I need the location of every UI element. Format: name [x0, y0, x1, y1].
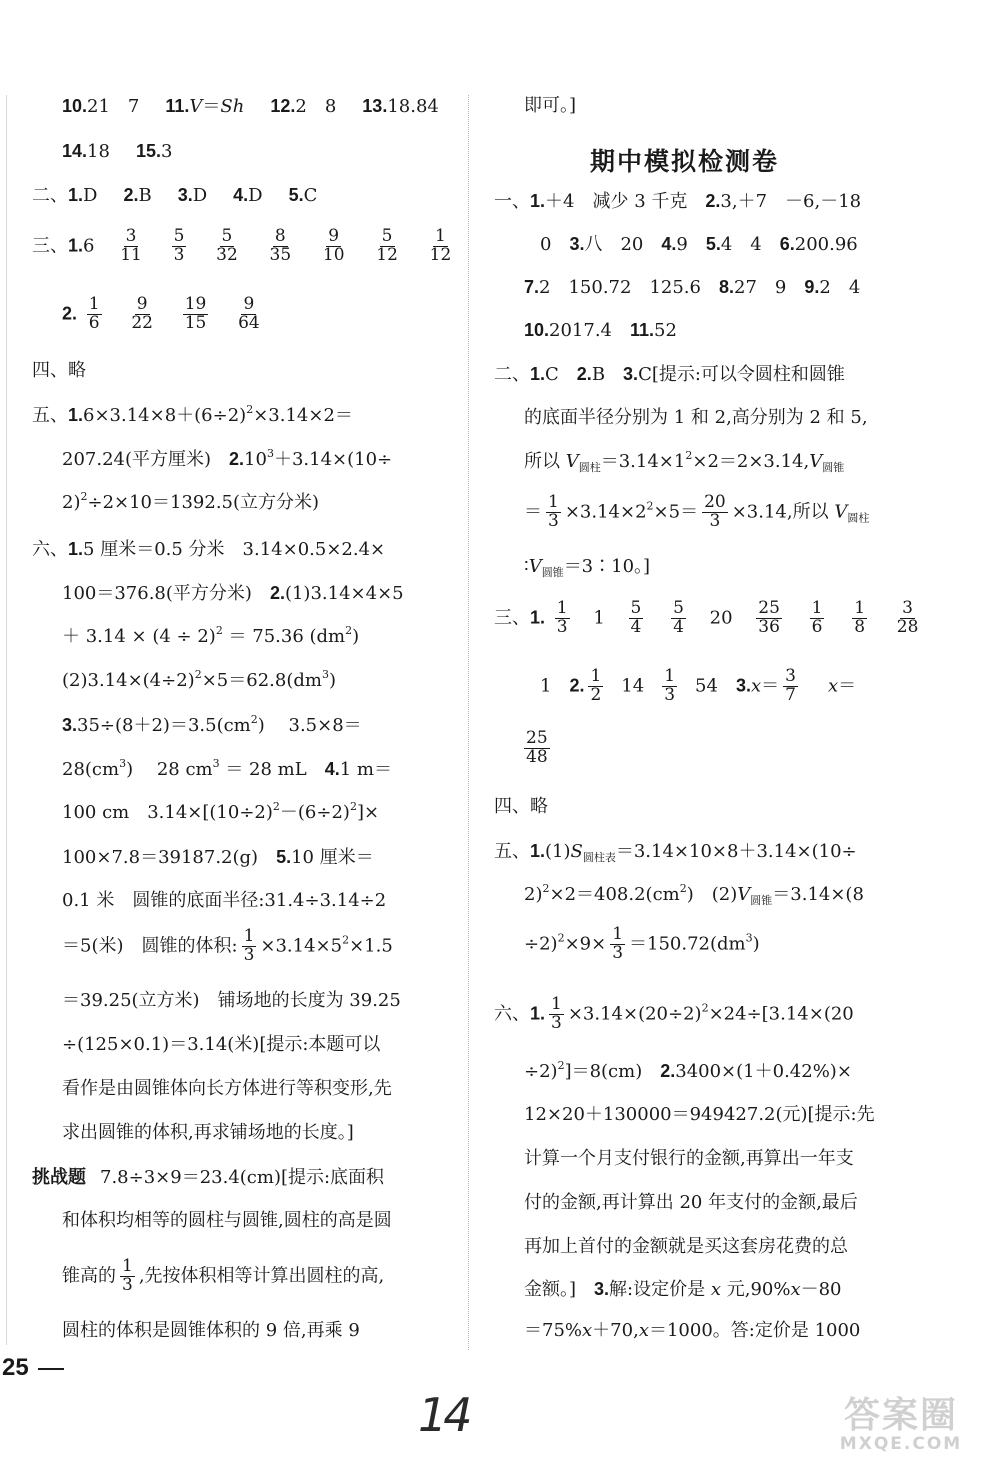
item-number: 15. [135, 141, 161, 161]
answer-text: 圆柱的体积是圆锥体积的 9 倍,再乘 9 [62, 1320, 360, 1341]
answer-text: 2 4 [819, 277, 861, 298]
answer-line [524, 1322, 860, 1340]
answer-text: 1 [540, 675, 570, 697]
item-number: 1. [68, 405, 84, 425]
superscript: 2 [701, 1001, 709, 1015]
superscript: 2 [685, 449, 693, 462]
answer-text: 八 20 [584, 234, 662, 255]
answer-text: C [545, 364, 577, 385]
answer-text: 10 厘米＝ [291, 847, 374, 868]
subscript: 圆柱 [847, 511, 870, 525]
answer-line [32, 1168, 384, 1187]
superscript: 2 [250, 713, 258, 726]
answer-text: ＋4 减少 3 千克 [545, 191, 706, 212]
answer-text: x [750, 675, 762, 697]
fraction: $\frac{1}{6}$ [811, 598, 823, 637]
superscript: 2 [342, 933, 350, 947]
answer-text: 12×20＋130000＝949427.2(元)[提示:先 [524, 1104, 875, 1125]
answer-line [524, 494, 869, 531]
section-label: 三、 [494, 607, 530, 629]
subscript: 圆锥 [822, 461, 845, 474]
answer-text: 28(cm [62, 759, 120, 780]
answer-line [62, 490, 320, 513]
subscript: 圆锥 [541, 566, 564, 579]
answer-text: 3 [160, 141, 173, 162]
answer-text: B [591, 364, 624, 385]
item-number: 5. [705, 234, 721, 254]
item-number: 2. [123, 185, 139, 205]
fraction: $\frac{1}{3}$ [612, 924, 624, 963]
answer-text: 3400×(1＋0.42%)× [675, 1061, 852, 1082]
challenge-label: 挑战题 [32, 1167, 86, 1187]
answer-text: ×1.5 [349, 935, 393, 957]
answer-line [524, 97, 576, 115]
answer-text: ÷2×10＝1392.5(立方分米) [87, 492, 320, 513]
item-number: 9. [804, 277, 820, 297]
item-number: 4. [233, 185, 249, 205]
fraction: $\frac{3}{28}$ [896, 598, 919, 637]
handwritten-mark: 14 [418, 1388, 469, 1442]
item-number: 10. [62, 96, 88, 116]
answer-text: 100＝376.8(平方分米) [62, 583, 270, 604]
section-label: 五、 [494, 841, 530, 862]
watermark [826, 1395, 976, 1464]
answer-line [494, 996, 854, 1033]
fraction: $\frac{1}{3}$ [664, 666, 676, 705]
answer-text: 10 [244, 449, 267, 470]
answer-text: D [248, 185, 263, 206]
answer-text: ÷2) [524, 933, 558, 955]
answer-line [494, 365, 845, 384]
item-number: 1. [68, 185, 84, 205]
fraction: $\frac{5}{4}$ [673, 598, 684, 637]
answer-text: D [83, 185, 98, 206]
answer-line [32, 540, 385, 559]
answer-line [62, 296, 266, 333]
answer-line [62, 1258, 384, 1295]
section-heading: 期中模拟检测卷 [590, 147, 780, 176]
answer-text: ×3.14×5 [260, 935, 343, 957]
section-label: 三、 [32, 235, 68, 257]
superscript: 3 [745, 931, 753, 945]
fraction: $\frac{5}{12}$ [376, 226, 398, 265]
fraction: $\frac{1}{3}$ [556, 598, 568, 637]
item-number: 2. [569, 675, 585, 696]
answer-text: ×24÷[3.14×(20 [708, 1003, 854, 1025]
answer-text: 1 m＝ [339, 759, 392, 780]
answer-line [62, 624, 360, 647]
answer-text: ×2＝408.2(cm [549, 884, 680, 905]
answer-text: ＝ [524, 501, 542, 523]
answer-text: ＝ [761, 675, 780, 697]
answer-text: ＝ 28 mL [219, 759, 325, 780]
answer-line [524, 1280, 842, 1299]
answer-text: ×3.14×(20÷2) [567, 1003, 702, 1025]
answer-text: ) 3.5×8＝ [257, 715, 362, 736]
answer-line [524, 1150, 854, 1168]
fraction: $\frac{1}{6}$ [88, 294, 100, 333]
fraction: $\frac{1}{3}$ [243, 926, 255, 965]
item-number: 5. [288, 185, 304, 205]
superscript: 2 [215, 624, 223, 637]
answer-text: －(6÷2) [279, 802, 350, 823]
answer-text: 4 4 [720, 234, 780, 255]
answer-text: －80 [800, 1279, 842, 1300]
fraction: $\frac{1}{8}$ [854, 598, 866, 637]
answer-text: x [582, 1320, 593, 1341]
answer-text: (1)3.14×4×5 [284, 583, 404, 604]
fraction: $\frac{20}{3}$ [704, 492, 726, 531]
answer-line [62, 892, 386, 910]
section-label: 二、 [494, 364, 530, 385]
superscript: 2 [345, 624, 353, 637]
answer-text: V [809, 451, 823, 472]
answer-text: 四、略 [32, 360, 86, 381]
answer-line [524, 321, 677, 340]
item-number: 13. [362, 96, 388, 116]
answer-line [32, 362, 86, 380]
answer-text: ) [352, 626, 360, 647]
answer-text: 6×3.14×8＋(6÷2) [83, 405, 247, 426]
answer-text: 付的金额,再计算出 20 年支付的金额,最后 [524, 1192, 858, 1213]
answer-text: 和体积均相等的圆柱与圆锥,圆柱的高是圆 [62, 1210, 392, 1231]
answer-text: V [528, 556, 542, 577]
answer-text: ＋3.14×(10÷ [273, 449, 393, 470]
fraction: $\frac{25}{36}$ [758, 598, 780, 637]
answer-text: 求出圆锥的体积,再求铺场地的长度。] [62, 1122, 354, 1143]
answer-text: ＋ 3.14 × (4 ÷ 2) [62, 626, 216, 647]
answer-text: x [638, 1320, 649, 1341]
answer-text: ×5＝ [653, 501, 699, 523]
fraction: $\frac{3}{7}$ [785, 666, 796, 705]
superscript: 3 [266, 447, 274, 460]
superscript: 2 [246, 403, 254, 416]
superscript: 2 [557, 1059, 565, 1072]
answer-text: 2017.4 [549, 320, 631, 341]
page-number-rule [38, 1368, 64, 1370]
answer-text: 解:设定价是 [609, 1279, 711, 1300]
answer-line [524, 556, 651, 579]
item-number: 1. [530, 841, 546, 861]
answer-line [62, 1036, 380, 1054]
answer-line [32, 186, 317, 205]
answer-text: 3,＋7 －6,－18 [720, 191, 862, 212]
item-number: 10. [524, 320, 550, 340]
item-number: 1. [68, 235, 84, 256]
answer-text: V [565, 451, 579, 472]
superscript: 2 [194, 668, 202, 681]
answer-text: ÷2) [524, 1061, 558, 1082]
superscript: 2 [679, 882, 687, 895]
item-number: 7. [524, 277, 540, 297]
watermark-url: MXQE.COM [839, 1434, 963, 1454]
answer-text: 21 7 [87, 96, 140, 117]
answer-line [540, 235, 858, 254]
fraction: $\frac{1}{3}$ [122, 1256, 133, 1295]
answer-text: ∶ [524, 556, 529, 577]
answer-text: 18.84 [387, 96, 439, 117]
answer-text: 的底面半径分别为 1 和 2,高分别为 2 和 5, [524, 407, 868, 428]
answer-line [62, 584, 404, 603]
answer-text: C[提示:可以令圆柱和圆锥 [638, 364, 845, 385]
answer-line [62, 1080, 392, 1098]
superscript: 2 [349, 800, 357, 813]
answer-text: 200.96 [794, 234, 858, 255]
answer-text: B [138, 185, 152, 206]
answer-text: ＝3.14×1 [600, 451, 686, 472]
superscript: 3 [212, 757, 220, 770]
subscript: 圆锥 [750, 894, 773, 907]
item-number: 3. [594, 1279, 610, 1299]
answer-line [62, 1322, 360, 1340]
item-number: 3. [569, 234, 585, 254]
answer-line [524, 1059, 852, 1082]
answer-line [62, 928, 393, 965]
superscript: 2 [80, 490, 88, 503]
answer-text: 即可。] [524, 95, 577, 116]
answer-line [62, 668, 336, 691]
answer-line [494, 841, 857, 864]
page-number: 25 [2, 1354, 29, 1381]
answer-text: V [737, 884, 751, 905]
answer-line [524, 1194, 858, 1212]
section-label: 五、 [32, 405, 68, 426]
item-number: 1. [530, 607, 546, 628]
answer-text: V [834, 501, 848, 523]
answer-text: 四、略 [494, 796, 548, 817]
item-number: 2. [660, 1061, 676, 1081]
item-number: 4. [661, 234, 677, 254]
item-number: 11. [630, 320, 655, 340]
answer-text: (2)3.14×(4÷2) [62, 670, 195, 691]
answer-text: 0.1 米 圆锥的底面半径:31.4÷3.14÷2 [62, 890, 387, 911]
fraction: $\frac{19}{15}$ [184, 294, 207, 333]
answer-text: ×2＝2×3.14, [692, 451, 810, 472]
section-label: 二、 [32, 185, 68, 206]
fraction: $\frac{9}{64}$ [238, 294, 260, 333]
subscript: 圆柱 [578, 461, 601, 474]
section-label: 一、 [494, 191, 530, 212]
answer-text: S [570, 841, 583, 862]
answer-text: 2 150.72 125.6 [539, 277, 719, 298]
answer-text: 元,90% [721, 1279, 791, 1300]
answer-text: 计算一个月支付银行的金额,再算出一年支 [524, 1148, 854, 1169]
fraction: $\frac{5}{32}$ [216, 226, 238, 265]
answer-text: 27 9 [734, 277, 805, 298]
answer-line [524, 449, 845, 474]
answer-line [524, 278, 860, 297]
answer-text: 52 [654, 320, 677, 341]
item-number: 3. [623, 364, 639, 384]
superscript: 2 [542, 882, 550, 895]
answer-text: ]× [356, 802, 380, 823]
fraction: $\frac{9}{22}$ [131, 294, 153, 333]
fraction: $\frac{8}{35}$ [269, 226, 292, 265]
fraction: $\frac{1}{3}$ [548, 492, 559, 531]
answer-text: ) [752, 933, 760, 955]
superscript: 2 [646, 499, 654, 513]
answer-line [520, 730, 554, 767]
answer-text: 18 [87, 141, 110, 162]
answer-text: x [790, 1279, 801, 1300]
answer-line [494, 192, 861, 211]
answer-text: ＝150.72(dm [629, 933, 746, 955]
answer-line [524, 409, 868, 427]
answer-text: 35÷(8＋2)＝3.5(cm [77, 715, 251, 736]
item-number: 1. [68, 539, 84, 559]
answer-text: ]＝8(cm) [564, 1061, 661, 1082]
answer-text: ×3.14×2＝ [253, 405, 353, 426]
answer-line [524, 1238, 848, 1256]
answer-text: ＝39.25(立方米) 铺场地的长度为 39.25 [62, 990, 401, 1011]
answer-text: ×3.14,所以 [731, 501, 835, 523]
answer-text: 再加上首付的金额就是买这套房花费的总 [524, 1236, 848, 1257]
item-number: 5. [276, 847, 292, 867]
fraction: $\frac{25}{48}$ [526, 728, 548, 767]
answer-text: ) 28 cm [126, 759, 213, 780]
answer-text: V [189, 96, 203, 117]
answer-text: 2) [62, 492, 81, 513]
answer-text: 207.24(平方厘米) [62, 449, 230, 470]
answer-line [62, 1124, 354, 1142]
answer-text: 锥高的 [62, 1265, 116, 1287]
item-number: 2. [229, 449, 245, 469]
answer-text: 金额。] [524, 1279, 595, 1300]
answer-text: ) (2) [686, 884, 738, 905]
answer-text: 6 [83, 235, 95, 257]
answer-text: 100 cm 3.14×[(10÷2) [62, 802, 273, 823]
subscript: 圆柱表 [582, 851, 616, 864]
answer-line [540, 668, 856, 705]
answer-text: C [303, 185, 318, 206]
item-number: 1. [530, 364, 546, 384]
fraction: $\frac{1}{2}$ [590, 666, 602, 705]
answer-text: 看作是由圆锥体向长方体进行等积变形,先 [62, 1078, 392, 1099]
answer-line [62, 992, 401, 1010]
item-number: 1. [530, 1003, 546, 1024]
answer-line [62, 800, 380, 823]
answer-text: ＋70, [592, 1320, 639, 1341]
answer-text: ＝1000。答:定价是 1000 [648, 1320, 861, 1341]
margin-rule [6, 95, 7, 1345]
item-number: 2. [576, 364, 592, 384]
superscript: 2 [557, 931, 565, 945]
answer-text: 54 [695, 675, 736, 697]
item-number: 14. [62, 141, 88, 161]
column-divider [468, 95, 469, 1350]
item-number: 3. [62, 715, 78, 735]
answer-text: ÷(125×0.1)＝3.14(米)[提示:本题可以 [62, 1034, 381, 1055]
answer-line [524, 1106, 875, 1124]
answer-text: 1 [593, 607, 605, 629]
answer-text: ×3.14×2 [564, 501, 647, 523]
answer-text: ＝ [838, 675, 857, 697]
answer-text: ＝5(米) 圆锥的体积: [62, 935, 238, 957]
answer-line [62, 757, 392, 780]
answer-text: ×5＝62.8(dm [201, 670, 322, 691]
answer-line [524, 882, 864, 907]
answer-line [494, 798, 548, 816]
item-number: 12. [270, 96, 296, 116]
answer-line [62, 447, 393, 470]
answer-line [524, 926, 760, 963]
answer-text: (1) [545, 841, 571, 862]
answer-text: Sh [220, 96, 245, 117]
answer-text: 2 8 [295, 96, 337, 117]
answer-line [62, 142, 172, 161]
superscript: 2 [272, 800, 280, 813]
item-number: 2. [705, 191, 721, 211]
item-number: 1. [530, 191, 546, 211]
answer-text: 2) [524, 884, 543, 905]
section-label: 六、 [32, 539, 68, 560]
superscript: 3 [119, 757, 127, 770]
answer-text: ＝3.14×10×8＋3.14×(10÷ [615, 841, 857, 862]
answer-text: ) [328, 670, 336, 691]
answer-line [494, 600, 924, 637]
item-number: 2. [269, 583, 285, 603]
item-number: 11. [165, 96, 190, 116]
section-label: 六、 [494, 1003, 530, 1025]
answer-text: 所以 [524, 451, 566, 472]
answer-line [62, 97, 439, 116]
fraction: $\frac{5}{3}$ [173, 226, 185, 265]
item-number: 3. [177, 185, 193, 205]
fraction: $\frac{3}{11}$ [120, 226, 142, 265]
fraction: $\frac{1}{3}$ [551, 994, 562, 1033]
fraction: $\frac{5}{4}$ [630, 598, 642, 637]
superscript: 3 [321, 668, 329, 681]
answer-text: 9 [676, 234, 706, 255]
answer-text: ＝3∶10。] [563, 556, 651, 577]
item-number: 3. [735, 675, 751, 696]
answer-line [32, 228, 457, 265]
answer-text: 20 [709, 607, 733, 629]
answer-text: ,先按体积相等计算出圆柱的高, [138, 1265, 385, 1287]
answer-text: ×9× [564, 933, 607, 955]
answer-line [62, 1212, 392, 1230]
item-number: 6. [779, 234, 795, 254]
answer-text: x [710, 1279, 721, 1300]
answer-line [62, 713, 362, 736]
answer-text: 0 [540, 234, 570, 255]
answer-text: 100×7.8＝39187.2(g) [62, 847, 277, 868]
item-number: 8. [718, 277, 734, 297]
answer-text: 7.8÷3×9＝23.4(cm)[提示:底面积 [100, 1167, 385, 1188]
answer-text: 5 厘米＝0.5 分米 3.14×0.5×2.4× [83, 539, 386, 560]
answer-text: ＝75% [524, 1320, 583, 1341]
watermark-logo-text: 答案圈 [843, 1395, 958, 1436]
answer-text: ＝3.14×(8 [772, 884, 864, 905]
answer-text: D [192, 185, 208, 206]
answer-line [32, 403, 353, 426]
item-number: 2. [62, 303, 78, 324]
answer-text: 14 [621, 675, 645, 697]
fraction: $\frac{1}{12}$ [429, 226, 452, 265]
fraction: $\frac{9}{10}$ [322, 226, 345, 265]
answer-text: ＝ [202, 96, 221, 117]
answer-text: x [827, 675, 839, 697]
item-number: 4. [324, 759, 340, 779]
answer-line [62, 848, 374, 867]
answer-text: ＝ 75.36 (dm [222, 626, 346, 647]
